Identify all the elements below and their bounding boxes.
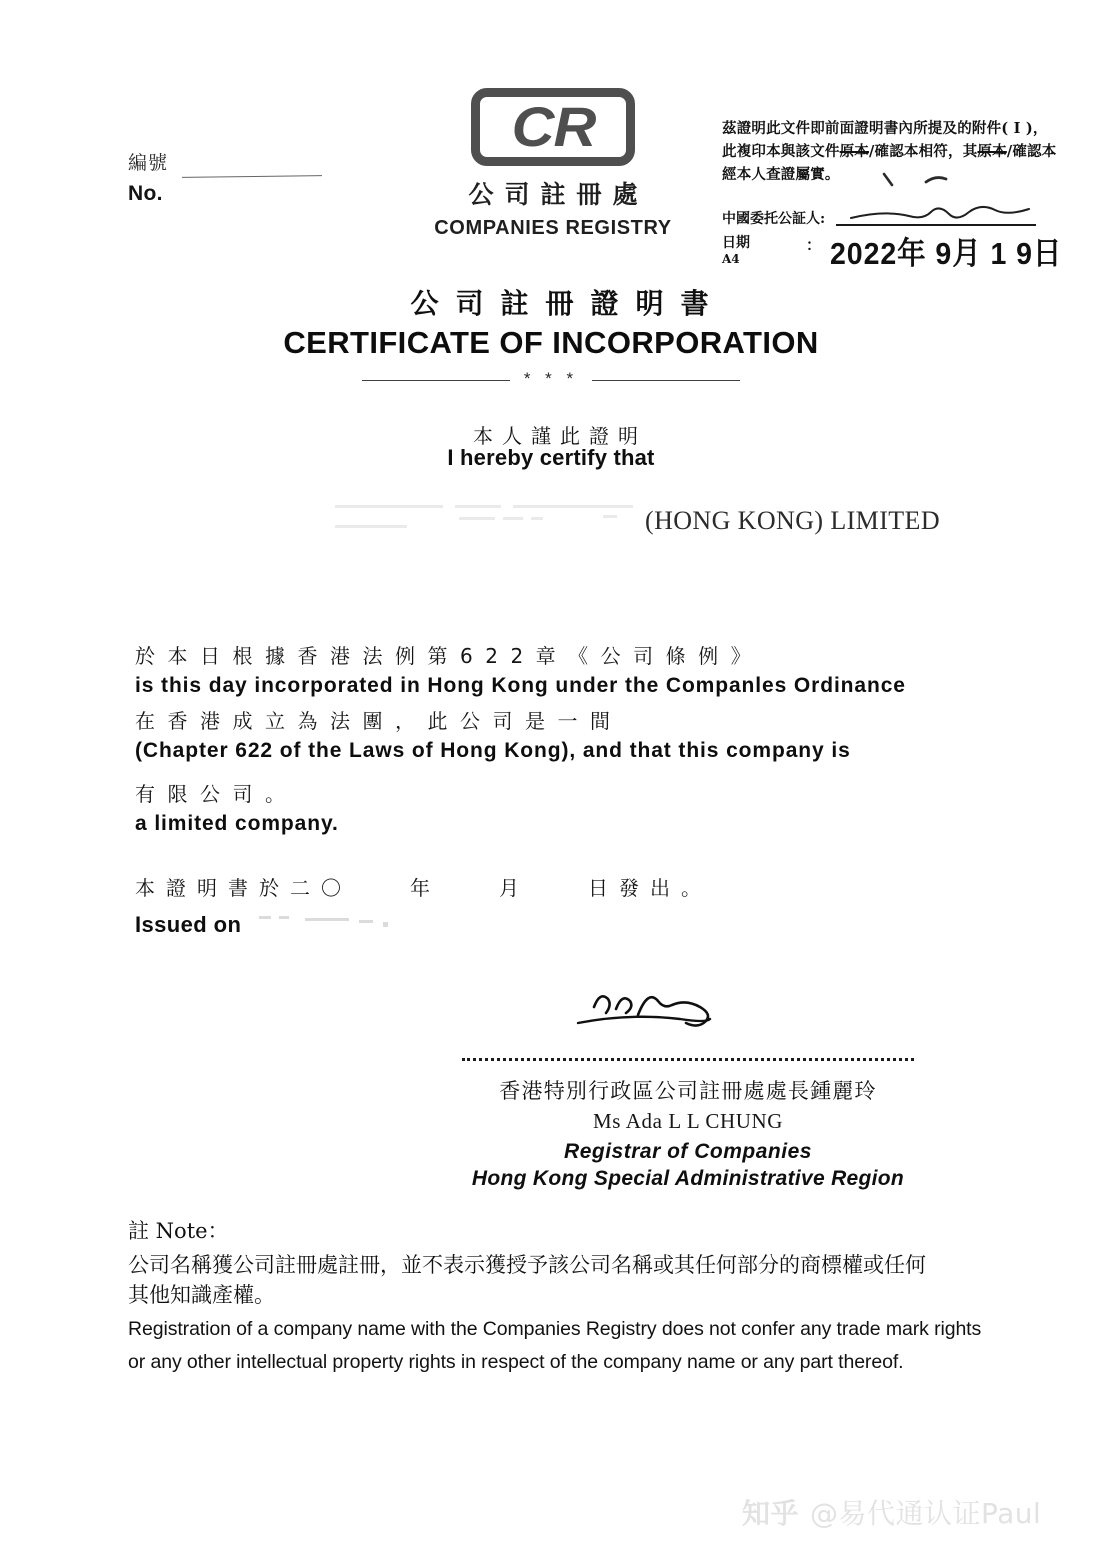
notary-date-colon: ： (806, 237, 822, 254)
note-cn-line-1: 公司名稱獲公司註冊處註冊，並不表示獲授予該公司名稱或其任何部分的商標權或任何 (128, 1253, 926, 1277)
company-name-visible: (HONG KONG) LIMITED (645, 506, 940, 535)
issue-date-en-row (135, 910, 975, 938)
reference-label-cn: 編號 (128, 152, 169, 174)
body-2-cn: 在香港成立為法團，此公司是一間 (135, 709, 623, 733)
cr-monogram-text: CR (511, 95, 595, 158)
body-paragraph-1 (135, 640, 975, 698)
divider-rule-left (362, 380, 510, 381)
notary-line2-part-b: /確認本相符，其 (869, 142, 978, 160)
registrar-title: Registrar of Companies (564, 1140, 812, 1164)
registry-name-cn: 公司註冊處 (468, 180, 649, 209)
body-paragraph-2 (135, 705, 975, 763)
issue-date-block (135, 872, 975, 938)
notary-signature-rule (836, 224, 1036, 226)
reference-label-en: No. (128, 182, 163, 205)
registry-name-en: COMPANIES REGISTRY (434, 217, 672, 239)
notary-line2-part-c: /確認本 (1006, 142, 1057, 160)
issue-cn-day: 日發出。 (588, 876, 712, 900)
notary-text-line-1: 茲證明此文件即前面證明書內所提及的附件( Ⅰ )， (722, 120, 1048, 137)
registrar-name-cn: 香港特別行政區公司註冊處處長鍾麗玲 (499, 1079, 877, 1103)
note-heading: 註 Note： (128, 1219, 229, 1243)
issue-cn-month: 月 (499, 876, 530, 900)
divider-stars: * * * (523, 369, 579, 388)
page-title-en: CERTIFICATE OF INCORPORATION (283, 325, 819, 360)
note-cn-line-2: 其他知識產權。 (128, 1282, 275, 1307)
issue-date-cn (135, 872, 975, 901)
company-name-row (180, 503, 940, 536)
watermark-user: @易代通认证Paul (810, 1497, 1042, 1530)
body-3-en: a limited company. (135, 812, 339, 835)
certify-statement-cn: 本人謹此證明 (473, 424, 647, 448)
note-en-line-1: Registration of a company name with the Companies Registry does not confer any trade mark rights (128, 1317, 982, 1340)
issue-date-label-en: Issued on (135, 912, 242, 937)
issue-cn-year: 年 (410, 876, 441, 900)
signature-dotted-line (462, 1058, 914, 1061)
registrar-handwritten-signature (560, 985, 760, 1045)
body-2-en: (Chapter 622 of the Laws of Hong Kong), and that this company is (135, 739, 851, 762)
registrar-region: Hong Kong Special Administrative Region (471, 1167, 905, 1191)
registrar-details (402, 1078, 974, 1191)
notary-line2-part-a: 此複印本與該文件 (722, 142, 840, 160)
paper-size-marking: A4 (722, 252, 740, 266)
notary-line2-strike-b: 原本 (977, 142, 1007, 160)
notary-signature-label: 中國委托公証人: (722, 211, 826, 227)
note-block (128, 1215, 1008, 1377)
body-1-en: is this day incorporated in Hong Kong under the Companles Ordinance (135, 674, 906, 697)
issue-cn-prefix: 本證明書於二〇 (135, 876, 352, 900)
reference-number-block (128, 148, 388, 206)
divider-rule-right (592, 380, 740, 381)
cr-monogram-icon (471, 88, 635, 166)
registrar-name-en: Ms Ada L L CHUNG (592, 1109, 784, 1134)
notary-date-value: 2022年 9月 1 9日 (830, 236, 1063, 271)
notary-margin-marks (870, 168, 980, 194)
notary-line2-strike-a: 原本 (839, 142, 870, 160)
note-en-line-2: or any other intellectual property rights in respect of the company name or any part thereof. (128, 1350, 904, 1373)
body-paragraph-3 (135, 778, 975, 836)
notary-date-label: 日期 (722, 235, 750, 251)
zhihu-watermark (742, 1492, 1041, 1532)
body-3-cn: 有限公司。 (135, 782, 298, 806)
watermark-platform: 知乎 (742, 1497, 800, 1530)
certify-statement-en: I hereby certify that (447, 445, 655, 470)
issue-date-redacted-value (257, 910, 417, 932)
notary-text-line-2 (722, 141, 1057, 164)
notary-text-line-3: 經本人查證屬實。 (722, 165, 840, 183)
company-name-redacted-area (335, 503, 635, 529)
body-1-cn: 於本日根據香港法例第622章《公司條例》 (135, 644, 764, 668)
title-divider (0, 369, 1102, 389)
companies-registry-logo (423, 88, 683, 240)
page-title-cn: 公司註冊證明書 (410, 287, 726, 320)
